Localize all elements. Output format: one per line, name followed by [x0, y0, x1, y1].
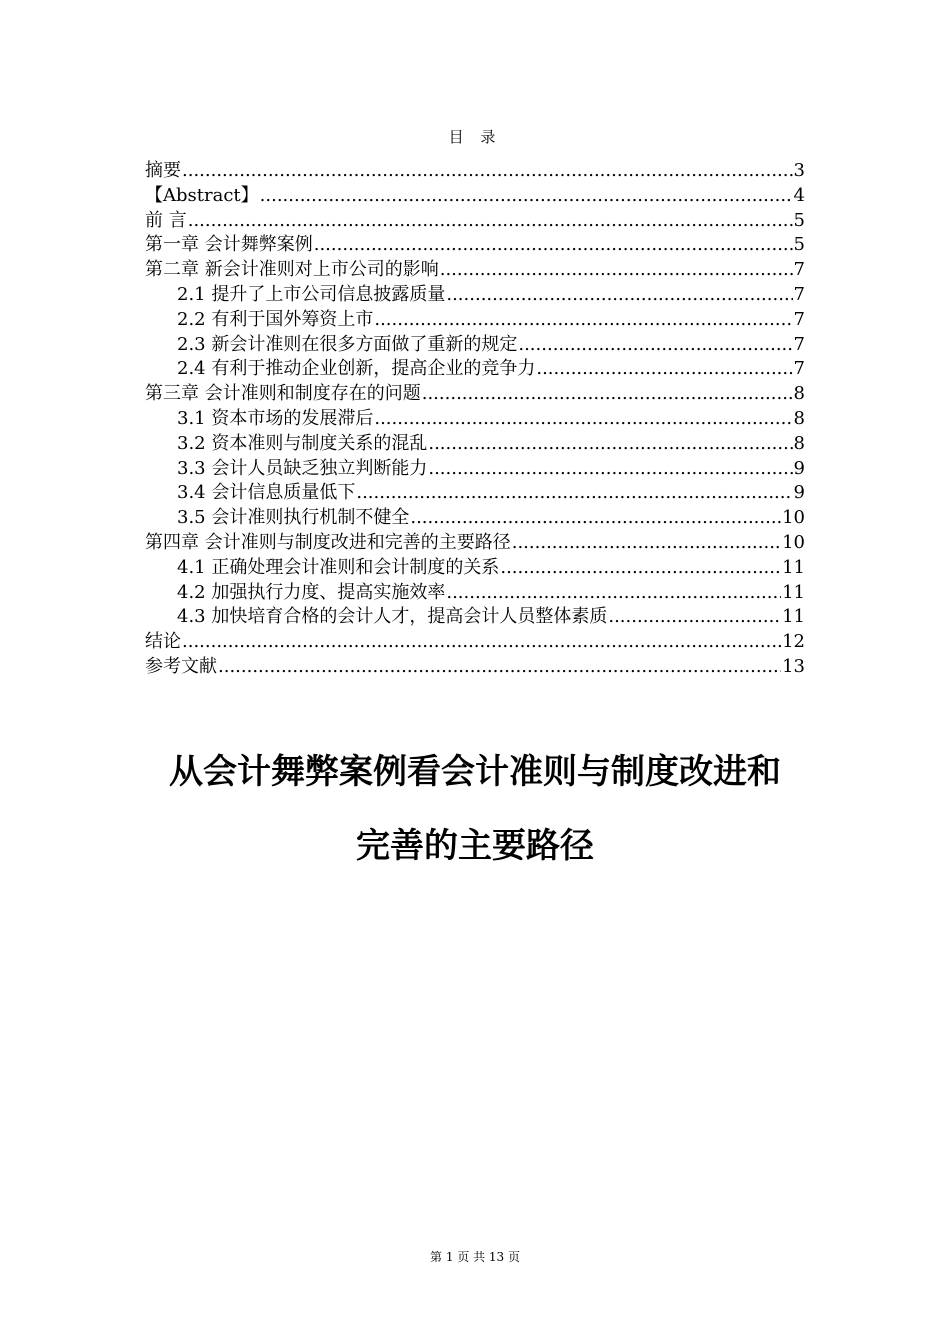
toc-dot-leader	[374, 308, 792, 333]
toc-entry-page: 11	[782, 581, 805, 603]
toc-entry-page: 8	[793, 407, 805, 429]
toc-entry-page: 4	[793, 184, 805, 206]
toc-entry[interactable]	[145, 258, 805, 283]
toc-entry-page: 7	[793, 308, 805, 330]
document-title-line2: 完善的主要路径	[356, 826, 594, 866]
toc-dot-leader	[428, 457, 792, 482]
toc-entry-page: 7	[793, 358, 805, 380]
toc-entry-title: 3.1 资本市场的发展滞后	[177, 407, 374, 429]
toc-entry-title: 4.3 加快培育合格的会计人才，提高会计人员整体素质	[177, 606, 608, 628]
toc-entry-page: 8	[793, 383, 805, 405]
toc-entry-title: 4.2 加强执行力度、提高实施效率	[177, 581, 446, 603]
toc-entry-page: 10	[782, 507, 805, 529]
toc-entry-title: 摘要	[145, 160, 181, 181]
toc-dot-leader	[182, 159, 793, 184]
toc-dot-leader	[440, 258, 793, 283]
page-footer: 第 1 页 共 13 页	[430, 1250, 520, 1264]
toc-entry-page: 11	[782, 606, 805, 628]
toc-entry[interactable]	[145, 630, 805, 655]
toc-entry[interactable]	[145, 233, 805, 258]
toc-entry[interactable]	[145, 556, 805, 581]
toc-entry-title: 3.5 会计准则执行机制不健全	[177, 507, 410, 529]
toc-entry-page: 7	[793, 283, 805, 305]
toc-entry[interactable]	[145, 432, 805, 457]
toc-dot-leader	[446, 283, 792, 308]
toc-entry-title: 4.1 正确处理会计准则和会计制度的关系	[177, 556, 500, 578]
toc-entry-page: 12	[782, 631, 805, 653]
toc-entry-page: 11	[782, 556, 805, 578]
toc-entry-page: 5	[793, 234, 805, 256]
toc-entry-page: 9	[793, 457, 805, 479]
toc-entry[interactable]	[145, 481, 805, 506]
toc-entry-title: 参考文献	[145, 655, 217, 677]
toc-entry-title: 3.2 资本准则与制度关系的混乱	[177, 432, 428, 454]
toc-dot-leader	[428, 432, 792, 457]
toc-entry-title: 第四章 会计准则与制度改进和完善的主要路径	[145, 531, 511, 553]
toc-entry-title: 第三章 会计准则和制度存在的问题	[145, 383, 421, 405]
toc-entry-page: 9	[793, 482, 805, 504]
toc-entry-page: 5	[793, 209, 805, 231]
toc-entry[interactable]	[145, 209, 805, 234]
toc-dot-leader	[608, 605, 781, 630]
toc-entry-page: 8	[793, 432, 805, 454]
toc-entry[interactable]	[145, 655, 805, 680]
toc-entry-title: 第一章 会计舞弊案例	[145, 234, 313, 256]
document-title-line1: 从会计舞弊案例看会计准则与制度改进和	[169, 752, 781, 792]
toc-entry-page: 3	[793, 160, 805, 181]
toc-entry[interactable]	[145, 531, 805, 556]
toc-entry[interactable]	[145, 382, 805, 407]
toc-dot-leader	[374, 407, 792, 432]
toc-dot-leader	[260, 184, 793, 209]
toc-entry-title: 【Abstract】	[145, 184, 259, 206]
toc-entry-title: 3.3 会计人员缺乏独立判断能力	[177, 457, 428, 479]
toc-entry-title: 2.2 有利于国外筹资上市	[177, 308, 374, 330]
toc-entry-page: 7	[793, 259, 805, 281]
toc-entry[interactable]	[145, 605, 805, 630]
toc-entry[interactable]	[145, 283, 805, 308]
toc-dot-leader	[356, 481, 792, 506]
toc-dot-leader	[500, 556, 781, 581]
toc-entry[interactable]	[145, 506, 805, 531]
toc-dot-leader	[422, 382, 793, 407]
toc-dot-leader	[410, 506, 781, 531]
toc-entry[interactable]	[145, 407, 805, 432]
toc-dot-leader	[536, 357, 792, 382]
toc-entry-page: 13	[782, 655, 805, 677]
toc-entry-title: 前 言	[145, 209, 187, 231]
toc-entry[interactable]	[145, 159, 805, 184]
toc-dot-leader	[188, 209, 793, 234]
toc-entry[interactable]	[145, 308, 805, 333]
table-of-contents	[145, 159, 805, 680]
toc-entry-title: 3.4 会计信息质量低下	[177, 482, 356, 504]
toc-dot-leader	[218, 655, 781, 680]
toc-entry[interactable]	[145, 184, 805, 209]
toc-entry-title: 结论	[145, 631, 181, 653]
toc-entry-title: 2.1 提升了上市公司信息披露质量	[177, 283, 446, 305]
toc-entry-title: 2.4 有利于推动企业创新，提高企业的竞争力	[177, 358, 536, 380]
toc-entry-title: 2.3 新会计准则在很多方面做了重新的规定	[177, 333, 518, 355]
toc-dot-leader	[512, 531, 781, 556]
toc-entry-page: 7	[793, 333, 805, 355]
toc-heading: 目 录	[448, 128, 502, 146]
toc-entry[interactable]	[145, 457, 805, 482]
toc-entry[interactable]	[145, 581, 805, 606]
toc-dot-leader	[182, 630, 781, 655]
toc-entry[interactable]	[145, 333, 805, 358]
toc-entry-title: 第二章 新会计准则对上市公司的影响	[145, 259, 439, 281]
toc-entry-page: 10	[782, 531, 805, 553]
toc-entry[interactable]	[145, 357, 805, 382]
toc-dot-leader	[314, 233, 793, 258]
toc-dot-leader	[446, 581, 781, 606]
toc-dot-leader	[518, 333, 792, 358]
